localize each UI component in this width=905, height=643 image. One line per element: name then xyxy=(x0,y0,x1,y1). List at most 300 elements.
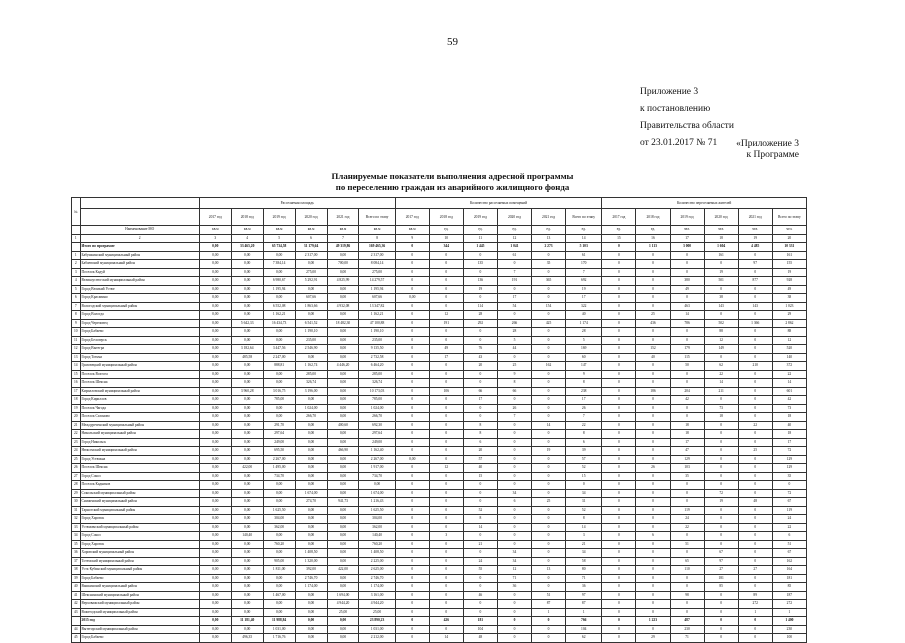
value-cell: 20 xyxy=(463,362,497,371)
row-name: Вытегорский муниципальный район xyxy=(80,625,199,634)
value-cell: 19 xyxy=(704,498,738,507)
row-number: 43 xyxy=(72,608,81,617)
value-cell: 0 xyxy=(738,328,772,337)
value-cell: 786 xyxy=(670,319,704,328)
value-cell: 0 xyxy=(429,574,463,583)
value-cell: 275,00 xyxy=(295,268,327,277)
value-cell: 0 xyxy=(497,634,531,643)
value-cell: 0 xyxy=(602,260,636,269)
value-cell: 0,00 xyxy=(231,396,263,405)
value-cell: 0,00 xyxy=(231,438,263,447)
value-cell: 7 xyxy=(566,268,602,277)
value-cell: 18 xyxy=(772,430,806,439)
value-cell: 0 xyxy=(463,413,497,422)
year-header: 2017 год xyxy=(199,209,231,226)
value-cell: 73 xyxy=(772,404,806,413)
value-cell: 0 xyxy=(497,608,531,617)
row-number: 17 xyxy=(72,387,81,396)
value-cell: 0 xyxy=(670,328,704,337)
value-cell: 1 408,50 xyxy=(295,549,327,558)
row-number: 32 xyxy=(72,515,81,524)
value-cell: 7 xyxy=(497,413,531,422)
value-cell: 0,00 xyxy=(327,353,359,362)
table-row xyxy=(72,319,807,328)
row-name: Город Харовск xyxy=(80,515,199,524)
value-cell: 0 xyxy=(704,447,738,456)
value-cell: 76 xyxy=(463,345,497,354)
value-cell: 49 xyxy=(772,285,806,294)
row-name: Грязовецкий муниципальный район xyxy=(80,362,199,371)
value-cell: 28 xyxy=(463,311,497,320)
value-cell: 0 xyxy=(395,515,429,524)
value-cell: 8 xyxy=(566,430,602,439)
value-cell: 0 xyxy=(670,600,704,609)
value-cell: 0,00 xyxy=(199,566,231,575)
value-cell: 4 932,08 xyxy=(327,302,359,311)
value-cell: 291,70 xyxy=(263,421,295,430)
table-row xyxy=(72,362,807,371)
value-cell: 0 xyxy=(636,591,670,600)
value-cell: 65 734,58 xyxy=(263,243,295,252)
row-name: Бабушкинский муниципальный район xyxy=(80,251,199,260)
value-cell: 2 225,00 xyxy=(359,557,395,566)
value-cell: 0 xyxy=(532,634,566,643)
value-cell: 0 xyxy=(602,319,636,328)
row-name: Бабаевский муниципальный район xyxy=(80,260,199,269)
value-cell: 25 xyxy=(636,311,670,320)
value-cell: 0,00 xyxy=(199,455,231,464)
value-cell: 7 xyxy=(497,268,531,277)
value-cell: 0,00 xyxy=(199,328,231,337)
value-cell: 147 xyxy=(566,362,602,371)
value-cell: 161 xyxy=(704,251,738,260)
value-cell: 0 xyxy=(532,557,566,566)
value-cell: 0 xyxy=(636,260,670,269)
value-cell: 422,00 xyxy=(231,464,263,473)
row-name: Нюксенский муниципальный район xyxy=(80,447,199,456)
value-cell: 0 xyxy=(429,600,463,609)
value-cell: 0,00 xyxy=(199,540,231,549)
value-cell: 0 xyxy=(670,268,704,277)
row-number: 19 xyxy=(72,404,81,413)
value-cell: 425 xyxy=(532,319,566,328)
row-number: 10 xyxy=(72,328,81,337)
value-cell: 0 xyxy=(738,506,772,515)
row-number: 39 xyxy=(72,574,81,583)
value-cell: 0 xyxy=(636,498,670,507)
value-cell: 0,00 xyxy=(327,268,359,277)
appendix-line: от 23.01.2017 № 71 xyxy=(640,138,718,148)
value-cell: 249,00 xyxy=(263,438,295,447)
value-cell: 169 xyxy=(566,345,602,354)
value-cell: 8 xyxy=(463,515,497,524)
value-cell: 0 xyxy=(395,574,429,583)
value-cell: 44 xyxy=(497,345,531,354)
table-row xyxy=(72,353,807,362)
table-row xyxy=(72,311,807,320)
unit-cell: кв.м xyxy=(231,226,263,235)
value-cell: 0 xyxy=(670,251,704,260)
value-cell: 0 xyxy=(704,617,738,626)
column-number: 12 xyxy=(497,234,531,243)
value-cell: 0,00 xyxy=(199,600,231,609)
value-cell: 98 xyxy=(670,591,704,600)
value-cell: 0,00 xyxy=(231,566,263,575)
value-cell: 11 181,40 xyxy=(231,617,263,626)
value-cell: 181 xyxy=(772,574,806,583)
value-cell: 1 604 xyxy=(704,243,738,252)
value-cell: 0 xyxy=(429,506,463,515)
value-cell: 0 xyxy=(532,472,566,481)
value-cell: 110 xyxy=(670,566,704,575)
value-cell: 14 xyxy=(566,523,602,532)
value-cell: 0,00 xyxy=(295,438,327,447)
value-cell: 0 xyxy=(636,515,670,524)
value-cell: 0 xyxy=(602,311,636,320)
value-cell: 0 xyxy=(602,362,636,371)
value-cell: 0 xyxy=(497,447,531,456)
value-cell: 0,00 xyxy=(199,277,231,286)
appendix-line: Правительства области xyxy=(640,121,734,131)
value-cell: 0 xyxy=(532,455,566,464)
row-name: Город Бабаево xyxy=(80,634,199,643)
value-cell: 0,00 xyxy=(231,268,263,277)
value-cell: 0 xyxy=(738,617,772,626)
value-cell: 103 xyxy=(670,464,704,473)
value-cell: 0 xyxy=(532,353,566,362)
value-cell: 322 xyxy=(566,302,602,311)
value-cell: 0,00 xyxy=(199,591,231,600)
value-cell: 0,00 xyxy=(199,523,231,532)
value-cell: 19 xyxy=(463,285,497,294)
value-cell: 0 xyxy=(602,243,636,252)
value-cell: 24 xyxy=(463,557,497,566)
value-cell: 14 xyxy=(429,634,463,643)
value-cell: 42 xyxy=(772,396,806,405)
value-cell: 17 xyxy=(463,396,497,405)
value-cell: 1 195,94 xyxy=(359,285,395,294)
value-cell: 0 xyxy=(738,404,772,413)
value-cell: 0 xyxy=(602,328,636,337)
value-cell: 1 811,00 xyxy=(263,566,295,575)
value-cell: 0,00 xyxy=(199,438,231,447)
value-cell: 0,00 xyxy=(231,489,263,498)
value-cell: 422,00 xyxy=(327,566,359,575)
value-cell: 1 xyxy=(772,608,806,617)
value-cell: 40 xyxy=(463,464,497,473)
value-cell: 155 xyxy=(772,260,806,269)
value-cell: 0,00 xyxy=(199,481,231,490)
row-number xyxy=(72,243,81,252)
value-cell: 0 xyxy=(429,489,463,498)
value-cell: 22 xyxy=(772,370,806,379)
value-cell: 21 xyxy=(463,540,497,549)
unit-cell: ед. xyxy=(566,226,602,235)
value-cell: 0 xyxy=(395,285,429,294)
value-cell: 3 000 xyxy=(670,243,704,252)
value-cell: 191 xyxy=(497,277,531,286)
value-cell: 0 xyxy=(532,489,566,498)
value-cell: 692 xyxy=(566,277,602,286)
value-cell: 18 482,30 xyxy=(327,319,359,328)
program-appendix-line: к Программе xyxy=(746,150,799,160)
value-cell: 0 xyxy=(395,634,429,643)
value-cell: 1 190,10 xyxy=(359,328,395,337)
value-cell: 2 546,90 xyxy=(295,345,327,354)
value-cell: 0 xyxy=(704,430,738,439)
row-name: Город Череповец xyxy=(80,319,199,328)
value-cell: 27 xyxy=(738,566,772,575)
column-number: 15 xyxy=(602,234,636,243)
column-number: 14 xyxy=(566,234,602,243)
value-cell: 0 xyxy=(738,268,772,277)
value-cell: 35 xyxy=(532,260,566,269)
value-cell: 186 xyxy=(636,387,670,396)
value-cell: 0,00 xyxy=(327,311,359,320)
value-cell: 400,60 xyxy=(327,421,359,430)
row-number: 7 xyxy=(72,302,81,311)
value-cell: 0,00 xyxy=(327,574,359,583)
row-name: Город Белозерск xyxy=(80,336,199,345)
value-cell: 0 xyxy=(497,455,531,464)
value-cell: 0 xyxy=(602,625,636,634)
value-cell: 129 xyxy=(772,455,806,464)
value-cell: 0 xyxy=(429,277,463,286)
value-cell: 266 xyxy=(497,319,531,328)
value-cell: 0,00 xyxy=(327,404,359,413)
row-name: Город Бабаево xyxy=(80,574,199,583)
value-cell: 0 xyxy=(532,506,566,515)
value-cell: 51 xyxy=(532,591,566,600)
value-cell: 0 xyxy=(670,532,704,541)
value-cell: 0,00 xyxy=(295,617,327,626)
value-cell: 0,00 xyxy=(263,328,295,337)
value-cell: 85 xyxy=(772,583,806,592)
value-cell: 0 xyxy=(602,387,636,396)
year-header: 2021 год xyxy=(532,209,566,226)
value-cell: 26 xyxy=(636,464,670,473)
value-cell: 238 xyxy=(566,387,602,396)
value-cell: 0 xyxy=(463,481,497,490)
value-cell: 0 xyxy=(738,557,772,566)
value-cell: 34 xyxy=(566,489,602,498)
value-cell: 0 xyxy=(602,251,636,260)
value-cell: 5 xyxy=(497,336,531,345)
value-cell: 0,00 xyxy=(327,413,359,422)
value-cell: 170 xyxy=(566,260,602,269)
value-cell: 0,00 xyxy=(295,472,327,481)
value-cell: 0 xyxy=(704,515,738,524)
value-cell: 0,00 xyxy=(199,243,231,252)
value-cell: 2 732,58 xyxy=(359,353,395,362)
value-cell: 38 xyxy=(772,294,806,303)
value-cell: 0 xyxy=(463,370,497,379)
year-header: 2018 год xyxy=(429,209,463,226)
value-cell: 104 xyxy=(566,625,602,634)
row-number: 20 xyxy=(72,413,81,422)
value-cell: 0 xyxy=(738,345,772,354)
value-cell: 249,00 xyxy=(359,438,395,447)
value-cell: 52 xyxy=(566,464,602,473)
value-cell: 0 xyxy=(429,404,463,413)
value-cell: 0 xyxy=(463,583,497,592)
value-cell: 14 xyxy=(463,523,497,532)
value-cell: 0,00 xyxy=(231,379,263,388)
value-cell: 0,00 xyxy=(199,498,231,507)
value-cell: 0 xyxy=(670,404,704,413)
value-cell: 0 xyxy=(497,591,531,600)
value-cell: 0,00 xyxy=(295,285,327,294)
value-cell: 0 xyxy=(602,379,636,388)
value-cell: 1 162,40 xyxy=(359,447,395,456)
value-cell: 1 625,50 xyxy=(359,506,395,515)
year-header: 2018 год xyxy=(231,209,263,226)
value-cell: 0,00 xyxy=(295,430,327,439)
value-cell: 0 xyxy=(497,311,531,320)
row-number: 26 xyxy=(72,464,81,473)
value-cell: 162 xyxy=(532,362,566,371)
value-cell: 2 273 xyxy=(532,243,566,252)
value-cell: 1 408,50 xyxy=(359,549,395,558)
value-cell: 297,64 xyxy=(263,430,295,439)
value-cell: 2 267,00 xyxy=(359,455,395,464)
value-cell: 154 xyxy=(532,302,566,311)
value-cell: 0,00 xyxy=(231,625,263,634)
value-cell: 31 179,64 xyxy=(295,243,327,252)
value-cell: 0 xyxy=(429,566,463,575)
value-cell: 18 xyxy=(772,413,806,422)
value-cell: 1 031,00 xyxy=(263,625,295,634)
value-cell: 0,00 xyxy=(295,515,327,524)
value-cell: 0 xyxy=(704,421,738,430)
value-cell: 129 xyxy=(772,464,806,473)
value-cell: 24 xyxy=(670,515,704,524)
value-cell: 0,00 xyxy=(199,362,231,371)
value-cell: 0 xyxy=(532,617,566,626)
value-cell: 88 xyxy=(704,328,738,337)
value-cell: 0 xyxy=(738,455,772,464)
value-cell: 0,00 xyxy=(199,421,231,430)
value-cell: 210 xyxy=(738,362,772,371)
value-cell: 71 xyxy=(566,574,602,583)
value-cell: 0,00 xyxy=(231,421,263,430)
value-cell: 0 xyxy=(532,328,566,337)
value-cell: 2 625,00 xyxy=(359,566,395,575)
value-cell: 0 xyxy=(429,260,463,269)
value-cell: 0,00 xyxy=(231,294,263,303)
value-cell: 0,00 xyxy=(199,557,231,566)
year-header: 2021 год xyxy=(327,209,359,226)
value-cell: 0,00 xyxy=(263,404,295,413)
row-number: 30 xyxy=(72,498,81,507)
value-cell: 0,00 xyxy=(327,328,359,337)
value-cell: 0 xyxy=(602,413,636,422)
value-cell: 0,00 xyxy=(199,489,231,498)
value-cell: 28 xyxy=(497,328,531,337)
row-name: Поселок Кадников xyxy=(80,481,199,490)
table-row xyxy=(72,294,807,303)
table-row xyxy=(72,455,807,464)
value-cell: 13 xyxy=(532,566,566,575)
value-cell: 211 xyxy=(704,387,738,396)
row-number: 45 xyxy=(72,634,81,643)
value-cell: 0 xyxy=(636,574,670,583)
value-cell: 692,30 xyxy=(359,421,395,430)
value-cell: 0 xyxy=(497,600,531,609)
unit-cell: чел. xyxy=(704,226,738,235)
value-cell: 0 xyxy=(670,413,704,422)
row-number: 1 xyxy=(72,251,81,260)
value-cell: 51 xyxy=(772,540,806,549)
value-cell: 40 xyxy=(772,421,806,430)
value-cell: 4 485 xyxy=(738,243,772,252)
value-cell: 0 xyxy=(738,481,772,490)
value-cell: 0 xyxy=(602,421,636,430)
col-name-header: Наименование МО xyxy=(80,226,199,235)
value-cell: 0,00 xyxy=(327,387,359,396)
table-row xyxy=(72,302,807,311)
page-number: 59 xyxy=(447,36,458,48)
value-cell: 0 xyxy=(532,370,566,379)
column-number: 11 xyxy=(463,234,497,243)
value-cell: 1 674,00 xyxy=(359,489,395,498)
col-name-header-spacer xyxy=(80,198,199,209)
value-cell: 67 xyxy=(772,498,806,507)
value-cell: 0,00 xyxy=(327,379,359,388)
row-number: 18 xyxy=(72,396,81,405)
value-cell: 0,00 xyxy=(231,549,263,558)
value-cell: 49 xyxy=(429,345,463,354)
value-cell: 0,00 xyxy=(231,600,263,609)
row-name: Междуреченский муниципальный район xyxy=(80,421,199,430)
value-cell: 140 xyxy=(772,353,806,362)
value-cell: 0,00 xyxy=(199,634,231,643)
value-cell: 60 xyxy=(566,353,602,362)
value-cell: 0 xyxy=(602,549,636,558)
row-number: 31 xyxy=(72,506,81,515)
header-row xyxy=(72,198,807,209)
value-cell: 905,00 xyxy=(263,557,295,566)
value-cell: 0 xyxy=(602,404,636,413)
row-number: 44 xyxy=(72,625,81,634)
value-cell: 62 xyxy=(566,634,602,643)
value-cell: 0 xyxy=(602,345,636,354)
value-cell: 0 xyxy=(532,464,566,473)
row-name: Город Бабаево xyxy=(80,328,199,337)
value-cell: 88 xyxy=(772,328,806,337)
value-cell: 52 xyxy=(566,506,602,515)
row-number: 14 xyxy=(72,362,81,371)
value-cell: 0 xyxy=(395,260,429,269)
value-cell: 27 xyxy=(704,566,738,575)
value-cell: 0 xyxy=(602,498,636,507)
value-cell: 17 xyxy=(566,396,602,405)
unit-cell: кв.м xyxy=(263,226,295,235)
value-cell: 496,35 xyxy=(231,634,263,643)
value-cell: 734,70 xyxy=(359,472,395,481)
year-header: 2019 год xyxy=(463,209,497,226)
value-cell: 87 xyxy=(566,600,602,609)
value-cell: 1 174,00 xyxy=(359,583,395,592)
value-cell: 0 xyxy=(636,600,670,609)
value-cell: 0,00 xyxy=(263,498,295,507)
value-cell: 14 xyxy=(772,379,806,388)
value-cell: 0 xyxy=(704,600,738,609)
value-cell: 0,00 xyxy=(327,294,359,303)
value-cell: 0 xyxy=(636,447,670,456)
value-cell: 0 xyxy=(602,294,636,303)
value-cell: 8 xyxy=(566,379,602,388)
